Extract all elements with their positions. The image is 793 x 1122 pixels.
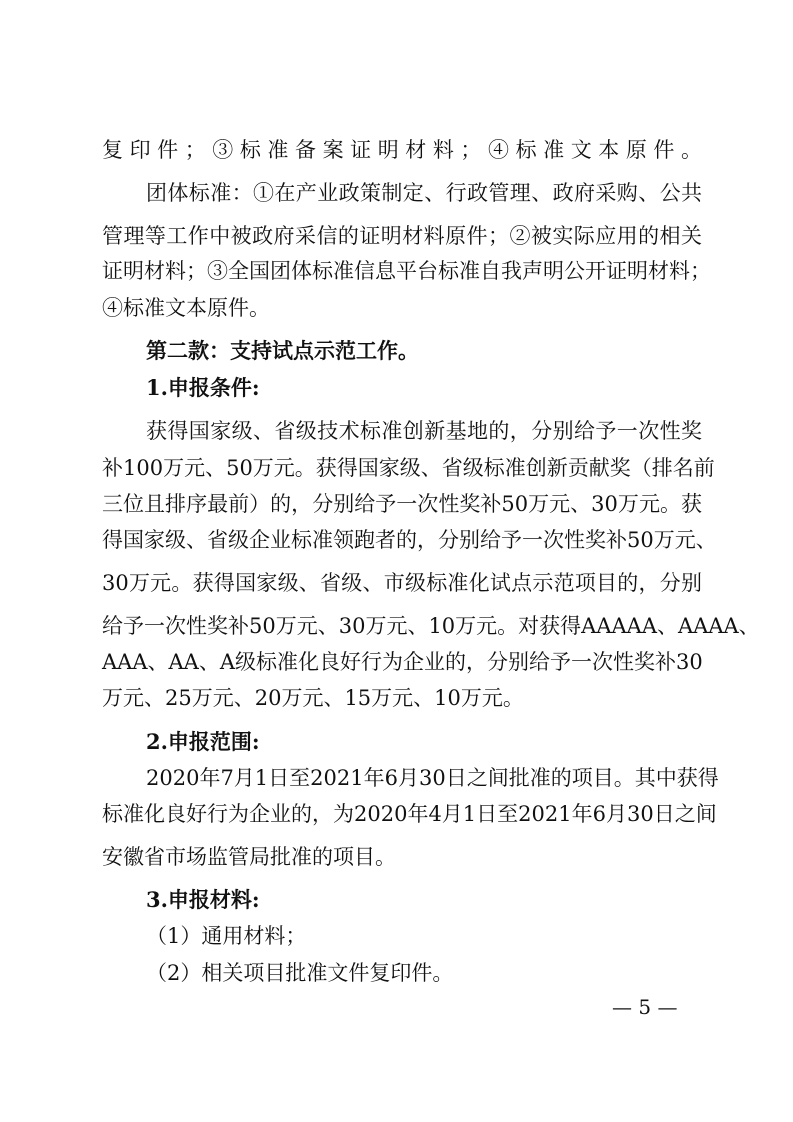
page-number: — 5 — bbox=[612, 995, 678, 1019]
text-line: 获得国家级、省级技术标准创新基地的，分别给予一次性奖 bbox=[146, 419, 702, 443]
text-line: 2020年7月1日至2021年6月30日之间批准的项目。其中获得 bbox=[146, 766, 719, 790]
text-line: 给予一次性奖补50万元、30万元、10万元。对获得AAAAA、AAAA、 bbox=[102, 614, 760, 638]
text-line: 三位且排序最前）的，分别给予一次性奖补50万元、30万元。获 bbox=[102, 492, 702, 516]
text-line: 标准化良好行为企业的，为2020年4月1日至2021年6月30日之间 bbox=[102, 802, 717, 826]
subsection-heading: 1.申报条件: bbox=[146, 375, 260, 400]
list-item: （1）通用材料； bbox=[146, 924, 307, 948]
subsection-heading: 2.申报范围: bbox=[146, 729, 260, 754]
section-heading: 第二款：支持试点示范工作。 bbox=[146, 338, 419, 363]
subsection-heading: 3.申报材料: bbox=[146, 887, 260, 912]
text-line: 复印件；③标准备案证明材料；④标准文本原件。 bbox=[102, 138, 702, 162]
text-line: 得国家级、省级企业标准领跑者的，分别给予一次性奖补50万元、 bbox=[102, 528, 717, 552]
text-line: AAA、AA、A级标准化良好行为企业的，分别给予一次性奖补30 bbox=[102, 650, 703, 674]
text-line: ④标准文本原件。 bbox=[102, 296, 270, 320]
list-item: （2）相关项目批准文件复印件。 bbox=[146, 961, 454, 985]
text-line: 团体标准：①在产业政策制定、行政管理、政府采购、公共 bbox=[146, 181, 702, 205]
text-line: 管理等工作中被政府采信的证明材料原件；②被实际应用的相关 bbox=[102, 224, 702, 248]
text-line: 万元、25万元、20万元、15万元、10万元。 bbox=[102, 686, 524, 710]
text-line: 补100万元、50万元。获得国家级、省级标准创新贡献奖（排名前 bbox=[102, 456, 715, 480]
text-line: 30万元。获得国家级、省级、市级标准化试点示范项目的，分别 bbox=[102, 571, 702, 595]
text-line: 证明材料；③全国团体标准信息平台标准自我声明公开证明材料； bbox=[102, 259, 711, 283]
text-line: 安徽省市场监管局批准的项目。 bbox=[102, 845, 396, 869]
